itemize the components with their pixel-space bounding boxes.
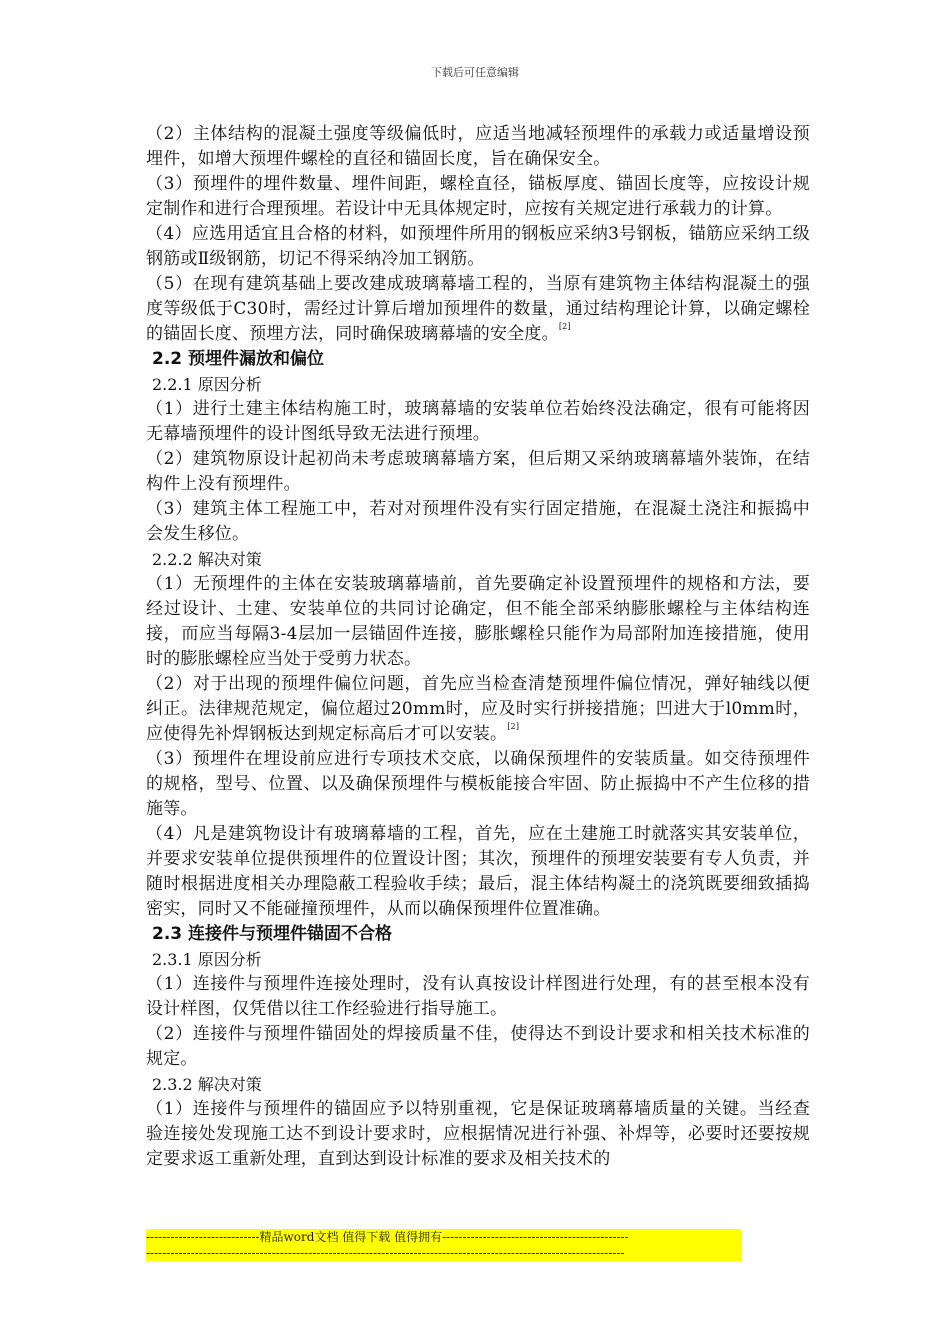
- subsection-heading: 2.3.2 解决对策: [152, 1075, 262, 1094]
- document-body: [146, 122, 810, 1172]
- paragraph-text: （2）对于出现的预埋件偏位问题，首先应当检查清楚预埋件偏位情况，弹好轴线以便纠正。法律规范规定，偏位超过20mm时，应及时实行拼接措施；凹进大于l0mm时，应使得先补焊钢板达到规定标高后才可以安装。: [146, 674, 810, 744]
- paragraph: （3）预埋件在埋设前应进行专项技术交底，以确保预埋件的安装质量。如交待预埋件的规格，型号、位置、以及确保预埋件与模板能接合牢固、防止振捣中不产生位移的措施等。: [146, 749, 810, 819]
- paragraph: （1）连接件与预埋件连接处理时，没有认真按设计样图进行处理，有的甚至根本没有设计样图，仅凭借以往工作经验进行指导施工。: [146, 974, 810, 1019]
- subsection-heading: 2.2.2 解决对策: [152, 550, 262, 569]
- paragraph: （2）主体结构的混凝土强度等级偏低时，应适当地减轻预埋件的承载力或适量增设预埋件，如增大预埋件螺栓的直径和锚固长度，旨在确保安全。: [146, 124, 810, 169]
- paragraph: （1）进行土建主体结构施工时，玻璃幕墙的安装单位若始终没法确定，很有可能将因无幕墙预埋件的设计图纸导致无法进行预埋。: [146, 399, 810, 444]
- paragraph: （3）预埋件的埋件数量、埋件间距，螺栓直径，锚板厚度、锚固长度等，应按设计规定制作和进行合理预埋。若设计中无具体规定时，应按有关规定进行承载力的计算。: [146, 174, 810, 219]
- paragraph: [146, 272, 810, 347]
- footer-banner-line: ----------------------------精品word文档 值得下载 值得拥有----------------------------------------------: [146, 1229, 742, 1245]
- paragraph: （1）无预埋件的主体在安装玻璃幕墙前，首先要确定补设置预埋件的规格和方法，要经过设计、土建、安装单位的共同讨论确定，但不能全部采纳膨胀螺栓与主体结构连接，而应当每隔3-4层加一层锚固件连接，膨胀螺栓只能作为局部附加连接措施，使用时的膨胀螺栓应当处于受剪力状态。: [146, 574, 810, 669]
- paragraph: （4）应选用适宜且合格的材料，如预埋件所用的钢板应采纳3号钢板，锚筋应采纳工级钢筋或Ⅱ级钢筋，切记不得采纳冷加工钢筋。: [146, 224, 810, 269]
- page-footer: [146, 1229, 742, 1261]
- citation-ref: [2]: [558, 322, 571, 331]
- paragraph: （1）连接件与预埋件的锚固应予以特别重视，它是保证玻璃幕墙质量的关键。当经查验连接处发现施工达不到设计要求时，应根据情况进行补强、补焊等，必要时还要按规定要求返工重新处理，直到达到设计标准的要求及相关技术的: [146, 1099, 810, 1169]
- paragraph: （4）凡是建筑物设计有玻璃幕墙的工程，首先，应在土建施工时就落实其安装单位，并要求安装单位提供预埋件的位置设计图；其次，预埋件的预埋安装要有专人负责，并随时根据进度相关办理隐蔽工程验收手续；最后，混主体结构凝土的浇筑既要细致插捣密实，同时又不能碰撞预埋件，从而以确保预埋件位置准确。: [146, 824, 810, 919]
- footer-dash-line: ----------------------------------------------------------------------------------------------------------------------: [146, 1245, 742, 1261]
- paragraph: [146, 672, 810, 747]
- section-heading: 2.2 预埋件漏放和偏位: [152, 349, 325, 369]
- paragraph-text: （5）在现有建筑基础上要改建成玻璃幕墙工程的，当原有建筑物主体结构混凝土的强度等级低于C30时，需经过计算后增加预埋件的数量，通过结构理论计算，以确定螺栓的锚固长度、预埋方法，同时确保玻璃幕墙的安全度。: [146, 274, 810, 344]
- paragraph: （2）连接件与预埋件锚固处的焊接质量不佳，使得达不到设计要求和相关技术标准的规定。: [146, 1024, 810, 1069]
- section-heading: 2.3 连接件与预埋件锚固不合格: [152, 924, 393, 944]
- paragraph: （3）建筑主体工程施工中，若对对预埋件没有实行固定措施，在混凝土浇注和振捣中会发生移位。: [146, 499, 810, 544]
- subsection-heading: 2.2.1 原因分析: [152, 375, 262, 394]
- citation-ref: [2]: [507, 722, 520, 731]
- page-header: 下载后可任意编辑: [431, 66, 519, 79]
- paragraph: （2）建筑物原设计起初尚未考虑玻璃幕墙方案，但后期又采纳玻璃幕墙外装饰，在结构件上没有预埋件。: [146, 449, 810, 494]
- subsection-heading: 2.3.1 原因分析: [152, 950, 262, 969]
